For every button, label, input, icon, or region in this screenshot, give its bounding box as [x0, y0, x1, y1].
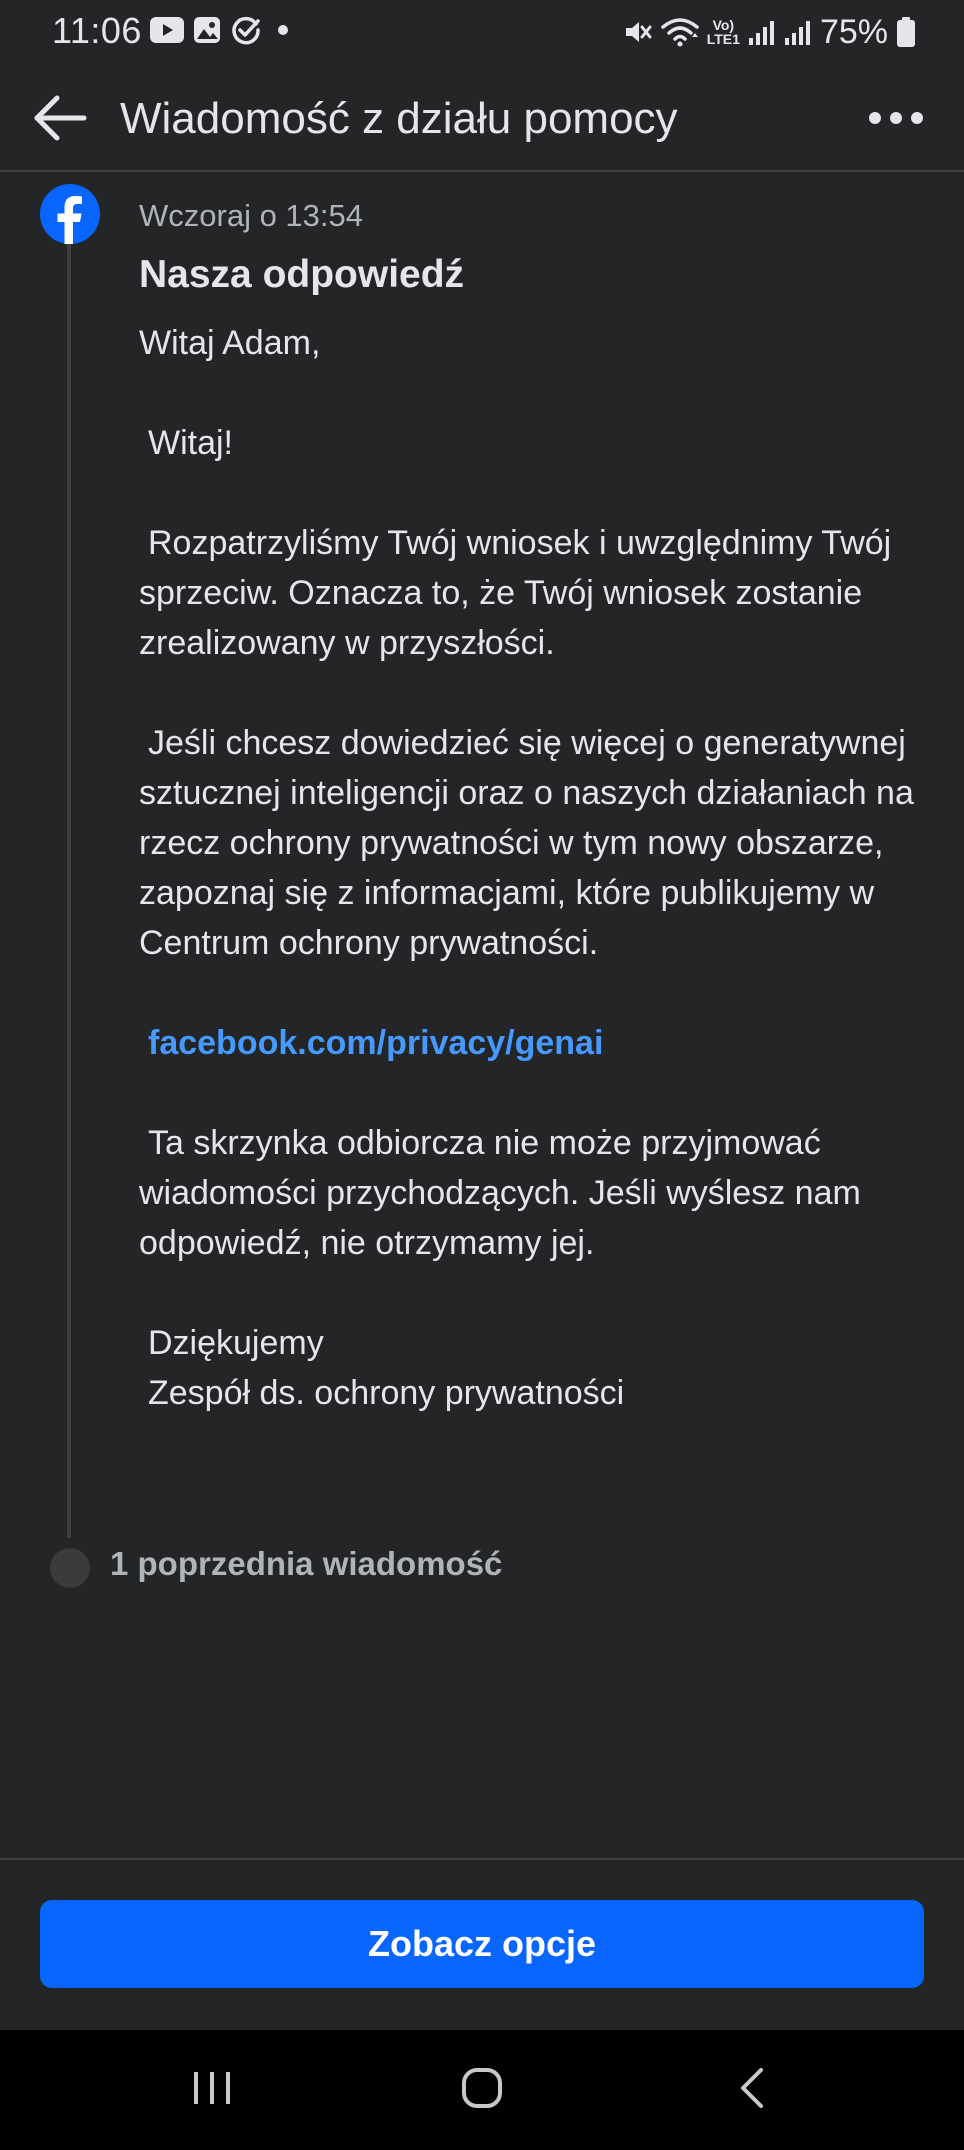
previous-messages-link[interactable]: 1 poprzednia wiadomość [110, 1545, 503, 1582]
privacy-genai-link[interactable]: facebook.com/privacy/genai [148, 1024, 604, 1062]
status-right-icons [623, 12, 916, 52]
see-options-button[interactable]: Zobacz opcje [40, 1900, 924, 1988]
check-circle-icon [230, 14, 262, 46]
message-link-row [139, 1018, 939, 1068]
youtube-icon [150, 17, 184, 43]
app-header [0, 62, 964, 172]
message-thanks: Dziękujemy [148, 1324, 324, 1362]
gallery-icon [193, 16, 221, 44]
volte-label-top: Vo) [712, 17, 735, 33]
chevron-left-icon [737, 2066, 767, 2115]
message-greeting: Witaj Adam, [139, 324, 321, 362]
message-body [139, 318, 939, 1418]
arrow-left-icon [32, 94, 88, 147]
message-paragraph-text: Rozpatrzyliśmy Twój wniosek i uwzględnimy Twój sprzeciw. Oznacza to, że Twój wniosek zostanie zrealizowany w przyszłości. [139, 524, 892, 662]
bottom-divider [0, 1858, 964, 1860]
message-heading: Nasza odpowiedź [139, 253, 465, 296]
home-button[interactable] [442, 2060, 522, 2120]
facebook-logo-icon [40, 184, 100, 244]
status-bar [0, 0, 964, 62]
battery-percentage: 75% [819, 13, 888, 51]
back-button[interactable] [28, 88, 92, 152]
wifi-icon [661, 17, 699, 47]
more-options-button[interactable] [864, 96, 928, 144]
message-paragraph [139, 718, 939, 968]
more-dots-icon [868, 111, 924, 130]
home-icon [460, 2066, 504, 2115]
thread-line [67, 238, 71, 1538]
previous-message-dot [50, 1548, 90, 1588]
status-left-icons [150, 14, 295, 46]
volte-label [707, 18, 740, 46]
mute-icon [623, 17, 653, 47]
system-nav-bar [0, 2030, 964, 2150]
message-paragraph-text: Jeśli chcesz dowiedzieć się więcej o generatywnej sztucznej inteligencji oraz o naszych działaniach na rzecz ochrony prywatności w tym nowy obszarze, zapoznaj się z informacjami, które publikujemy w Centrum ochrony prywatności. [139, 724, 914, 962]
recent-apps-icon [190, 2068, 234, 2113]
message-paragraph [139, 518, 939, 668]
message-timestamp: Wczoraj o 13:54 [139, 198, 363, 233]
recent-apps-button[interactable] [172, 2060, 252, 2120]
message-signoff [139, 1318, 939, 1418]
status-time: 11:06 [52, 10, 142, 51]
system-back-button[interactable] [712, 2060, 792, 2120]
page-title: Wiadomość z działu pomocy [120, 94, 678, 143]
message-paragraph-text: Ta skrzynka odbiorcza nie może przyjmować wiadomości przychodzących. Jeśli wyślesz nam odpowiedź, nie otrzymamy jej. [139, 1124, 861, 1262]
volte-label-bottom: LTE1 [706, 31, 740, 47]
signal-icon [748, 18, 776, 46]
signal-icon [784, 18, 812, 46]
battery-icon [896, 16, 916, 48]
message-team: Zespół ds. ochrony prywatności [148, 1374, 625, 1412]
message-paragraph: Witaj! [148, 424, 233, 462]
message-paragraph [139, 1118, 939, 1268]
notification-dot-icon [271, 18, 295, 42]
